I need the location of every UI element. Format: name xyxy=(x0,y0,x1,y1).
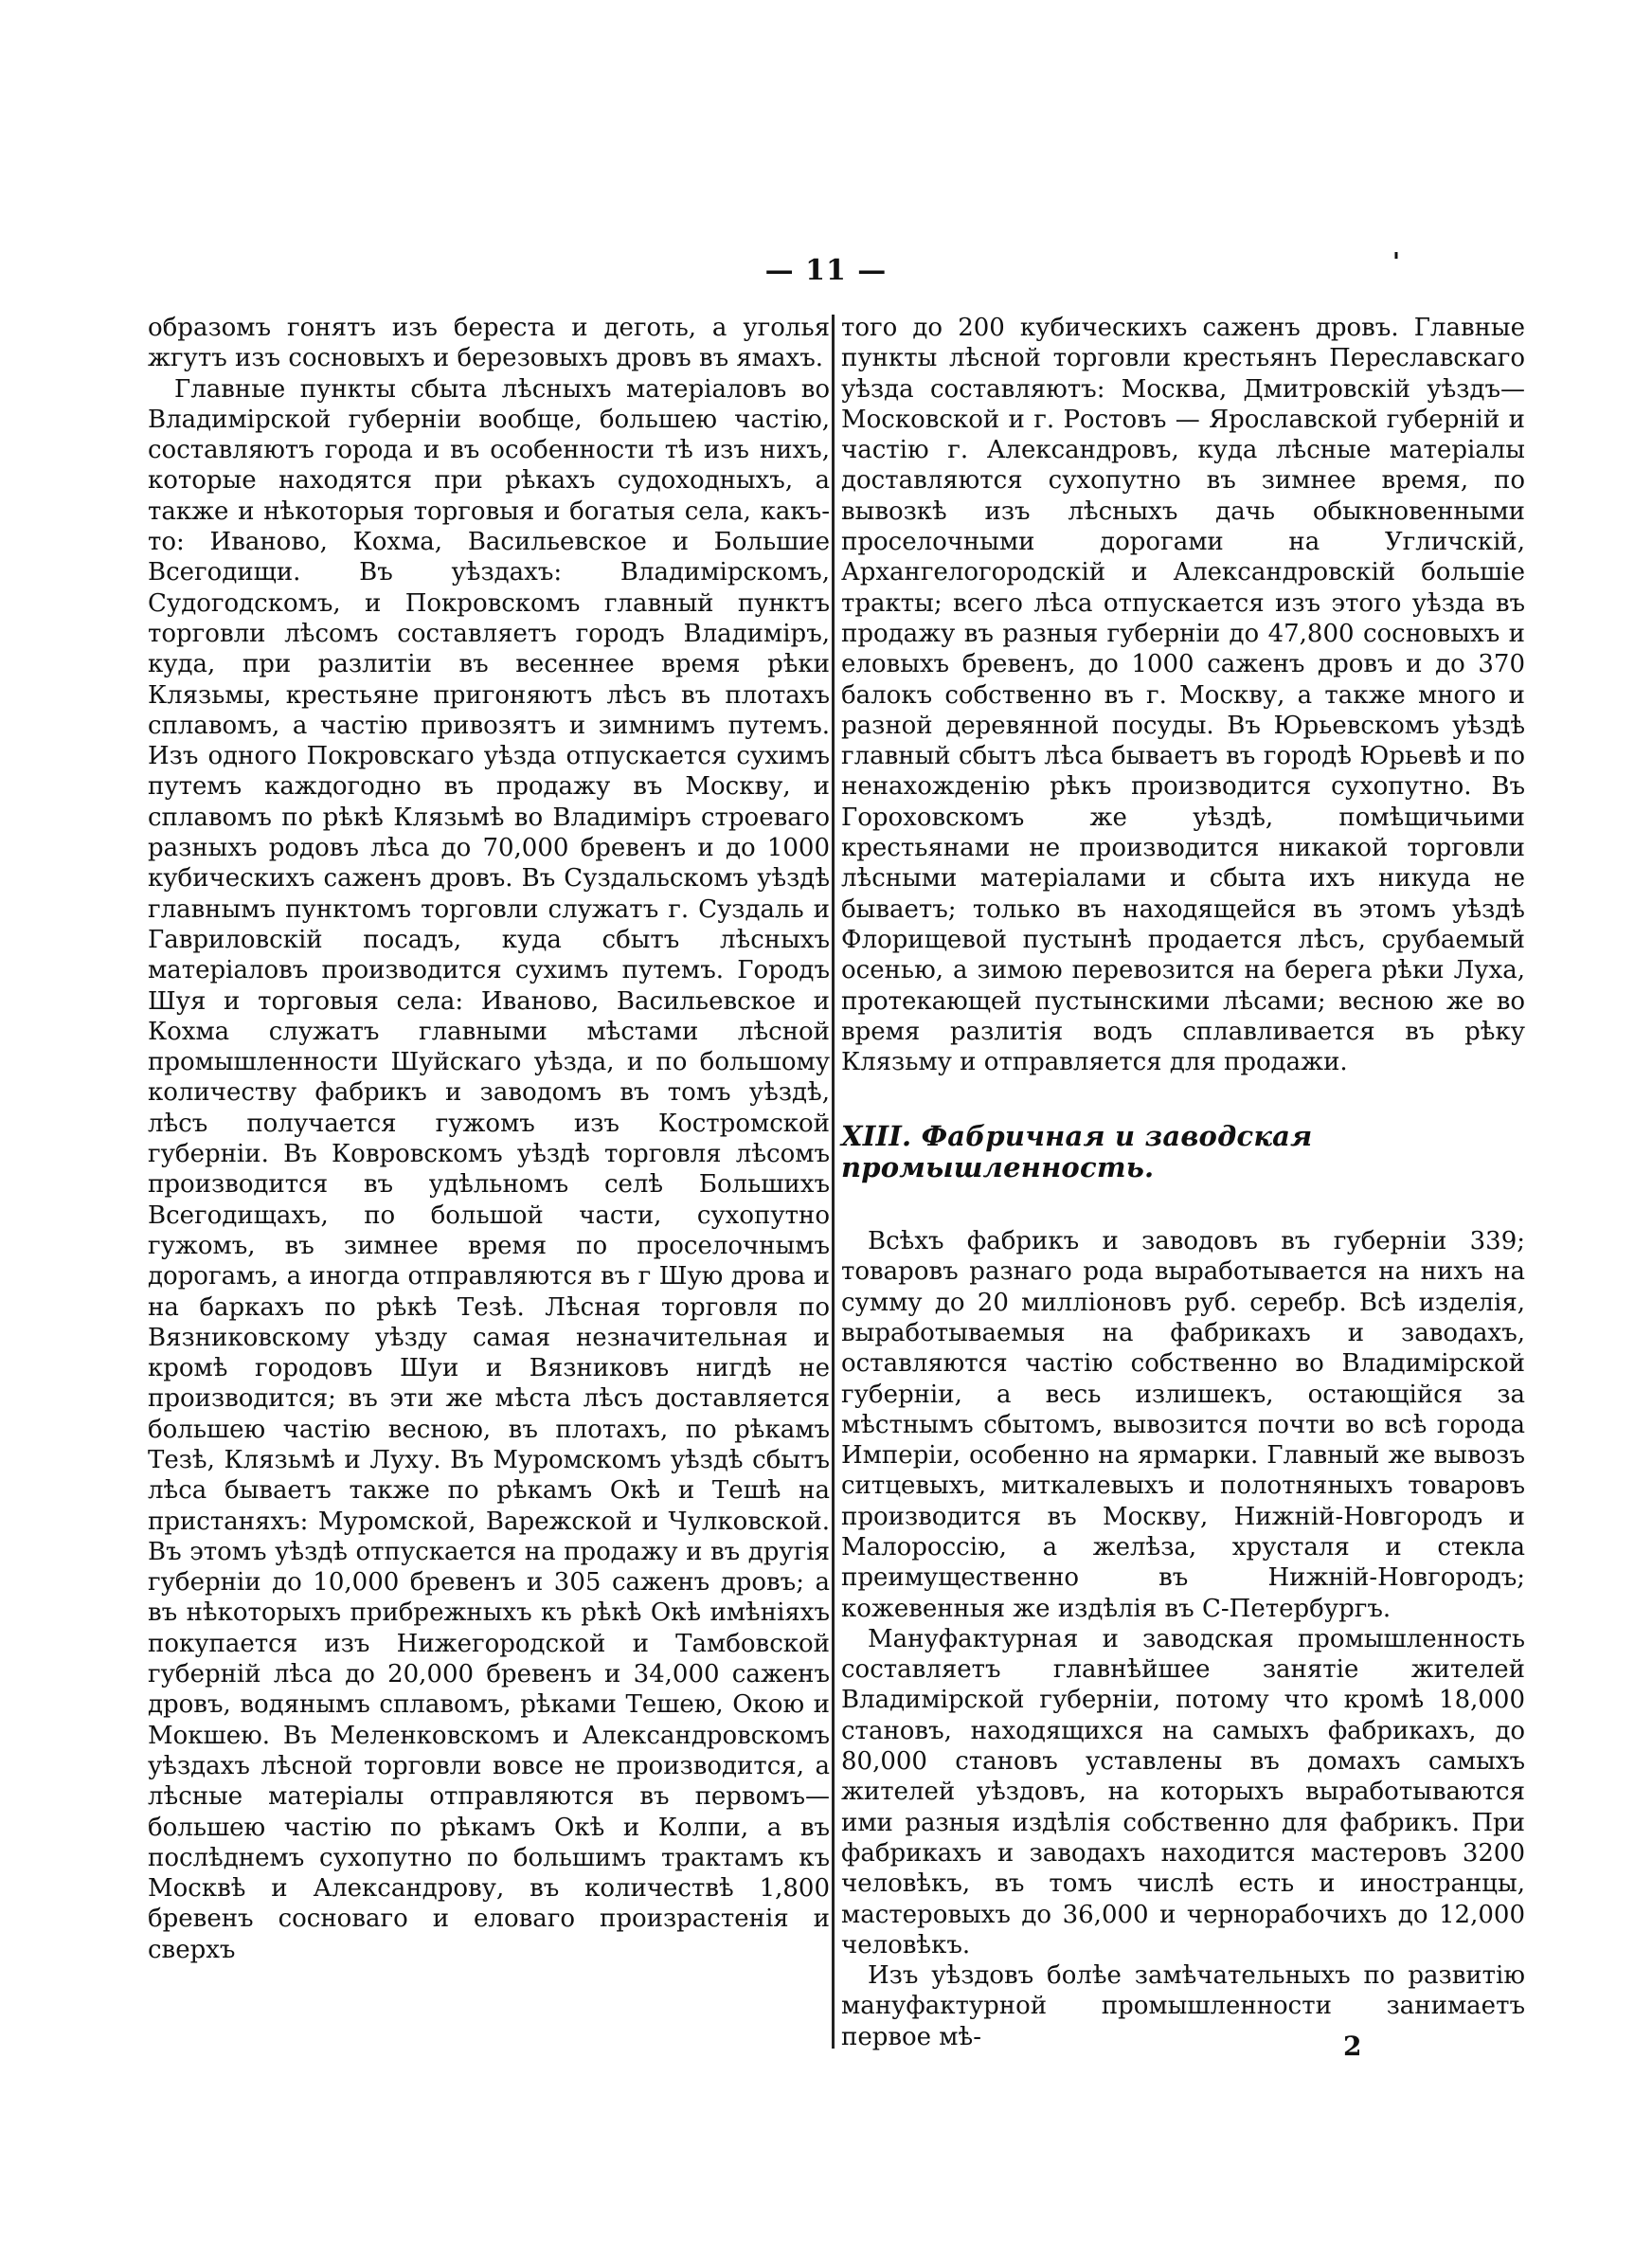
page-number: — 11 — xyxy=(764,254,888,287)
right-paragraph-1: того до 200 кубическихъ саженъ дровъ. Главные пункты лѣсной торговли крестьянъ Переславскаго уѣзда составляютъ: Москва, Дмитровскій уѣздъ—Московской и г. Ростовъ — Ярославской губерній и частію г. Александровъ, куда лѣсные матеріалы доставляются сухопутно въ зимнее время, по вывозкѣ изъ лѣсныхъ дачь обыкновенными проселочными дорогами на Угличскій, Архангелогородскій и Александровскій большіе тракты; всего лѣса отпускается изъ этого уѣзда въ продажу въ разныя губерніи до 47,800 сосновыхъ и еловыхъ бревенъ, до 1000 саженъ дровъ и до 370 балокъ собственно въ г. Москву, а также много и разной деревянной посуды. Въ Юрьевскомъ уѣздѣ главный сбытъ лѣса бываетъ въ городѣ Юрьевѣ и по ненахожденію рѣкъ производится сухопутно. Въ Гороховскомъ же уѣздѣ, помѣщичьими крестьянами не производится никакой торговли лѣсными матеріалами и сбыта ихъ никуда не бываетъ; только въ находящейся въ этомъ уѣздѣ Флорищевой пустынѣ продается лѣсъ, срубаемый осенью, а зимою перевозится на берега рѣки Луха, протекающей пустынскими лѣсами; весною же во время разлитія водъ сплавливается въ рѣку Клязьму и отправляется для продажи. xyxy=(841,314,1525,1077)
column-rule xyxy=(832,315,835,2049)
right-column xyxy=(841,313,1525,2052)
section-title: XIII. Фабричная и заводская промышленность. xyxy=(841,1120,1313,1183)
signature-mark: 2 xyxy=(1343,2031,1362,2062)
left-paragraph-2: Главные пункты сбыта лѣсныхъ матеріаловъ во Владимірской губерніи вообще, большею частію, составляютъ города и въ особенности тѣ изъ нихъ, которые находятся при рѣкахъ судоходныхъ, а также и нѣкоторыя торговыя и богатыя села, какъ-то: Иваново, Кохма, Васильевское и Большие Всегодищи. Въ уѣздахъ: Владимірскомъ, Судогодскомъ, и Покровскомъ главный пунктъ торговли лѣсомъ составляетъ городъ Владиміръ, куда, при разлитіи въ весеннее время рѣки Клязьмы, крестьяне пригоняютъ лѣсъ въ плотахъ сплавомъ, а частію привозятъ и зимнимъ путемъ. Изъ одного Покровскаго уѣзда отпускается сухимъ путемъ каждогодно въ продажу въ Москву, и сплавомъ по рѣкѣ Клязьмѣ во Владиміръ строеваго разныхъ родовъ лѣса до 70,000 бревенъ и до 1000 кубическихъ саженъ дровъ. Въ Суздальскомъ уѣздѣ главнымъ пунктомъ торговли служатъ г. Суздаль и Гавриловскій посадъ, куда сбытъ лѣсныхъ матеріаловъ производится сухимъ путемъ. Городъ Шуя и торговыя села: Иваново, Васильевское и Кохма служатъ главными мѣстами лѣсной промышленности Шуйскаго уѣзда, и по большому количеству фабрикъ и заводомъ въ томъ уѣздѣ, лѣсъ получается гужомъ изъ Костромской губерніи. Въ Ковровскомъ уѣздѣ торговля лѣсомъ производится въ удѣльномъ селѣ Большихъ Всегодищахъ, по большой части, сухопутно гужомъ, въ зимнее время по проселочнымъ дорогамъ, а иногда отправляются въ г Шую дрова и на баркахъ по рѣкѣ Тезѣ. Лѣсная торговля по Вязниковскому уѣзду самая незначительная и кромѣ городовъ Шуи и Вязниковъ нигдѣ не производится; въ эти же мѣста лѣсъ доставляется большею частію весною, въ плотахъ, по рѣкамъ Тезѣ, Клязьмѣ и Луху. Въ Муромскомъ уѣздѣ сбытъ лѣса бываетъ также по рѣкамъ Окѣ и Тешѣ на пристаняхъ: Муромской, Варежской и Чулковской. Въ этомъ уѣздѣ отпускается на продажу и въ другія губерніи до 10,000 бревенъ и 305 саженъ дровъ; а въ нѣкоторыхъ прибрежныхъ къ рѣкѣ Окѣ имѣніяхъ покупается изъ Нижегородской и Тамбовской губерній лѣса до 20,000 бревенъ и 34,000 саженъ дровъ, водянымъ сплавомъ, рѣками Тешею, Окою и Мокшею. Въ Меленковскомъ и Александровскомъ уѣздахъ лѣсной торговли вовсе не производится, а лѣсные матеріалы отправляются въ первомъ—большею частію по рѣкамъ Окѣ и Колпи, а въ послѣднемъ сухопутно по большимъ трактамъ къ Москвѣ и Александрову, въ количествѣ 1,800 бревенъ сосноваго и еловаго произрастенія и сверхъ xyxy=(148,374,830,1964)
left-paragraph-1: образомъ гонятъ изъ береста и деготь, а уголья жгутъ изъ сосновыхъ и березовыхъ дровъ въ ямахъ. xyxy=(148,314,830,373)
stray-mark: ' xyxy=(1392,248,1400,277)
right-paragraph-2: Всѣхъ фабрикъ и заводовъ въ губерніи 339; товаровъ разнаго рода выработывается на нихъ на сумму до 20 милліоновъ руб. серебр. Всѣ изделія, выработываемыя на фабрикахъ и заводахъ, оставляются частію собственно во Владимірской губерніи, а весь излишекъ, остающійся за мѣстнымъ сбытомъ, вывозится почти во всѣ города Имперіи, особенно на ярмарки. Главный же вывозъ ситцевыхъ, миткалевыхъ и полотняныхъ товаровъ производится въ Москву, Нижній-Новгородъ и Малороссію, а желѣза, хрусталя и стекла преимущественно въ Нижній-Новгородъ; кожевенныя же издѣлія въ С-Петербургъ. xyxy=(841,1227,1525,1623)
right-paragraph-4: Изъ уѣздовъ болѣе замѣчательныхъ по развитію мануфактурной промышленности занимаетъ первое мѣ- xyxy=(841,1961,1525,2051)
right-paragraph-3: Мануфактурная и заводская промышленность составляетъ главнѣйшее занятіе жителей Владимірской губерніи, потому что кромѣ 18,000 становъ, находящихся на самыхъ фабрикахъ, до 80,000 становъ уставлены въ домахъ самыхъ жителей уѣздовъ, на которыхъ выработываются ими разныя издѣлія собственно для фабрикъ. При фабрикахъ и заводахъ находится мастеровъ 3200 человѣкъ, въ томъ числѣ есть и иностранцы, мастеровыхъ до 36,000 и чернорабочихъ до 12,000 человѣкъ. xyxy=(841,1624,1525,1959)
left-column xyxy=(148,313,830,1965)
